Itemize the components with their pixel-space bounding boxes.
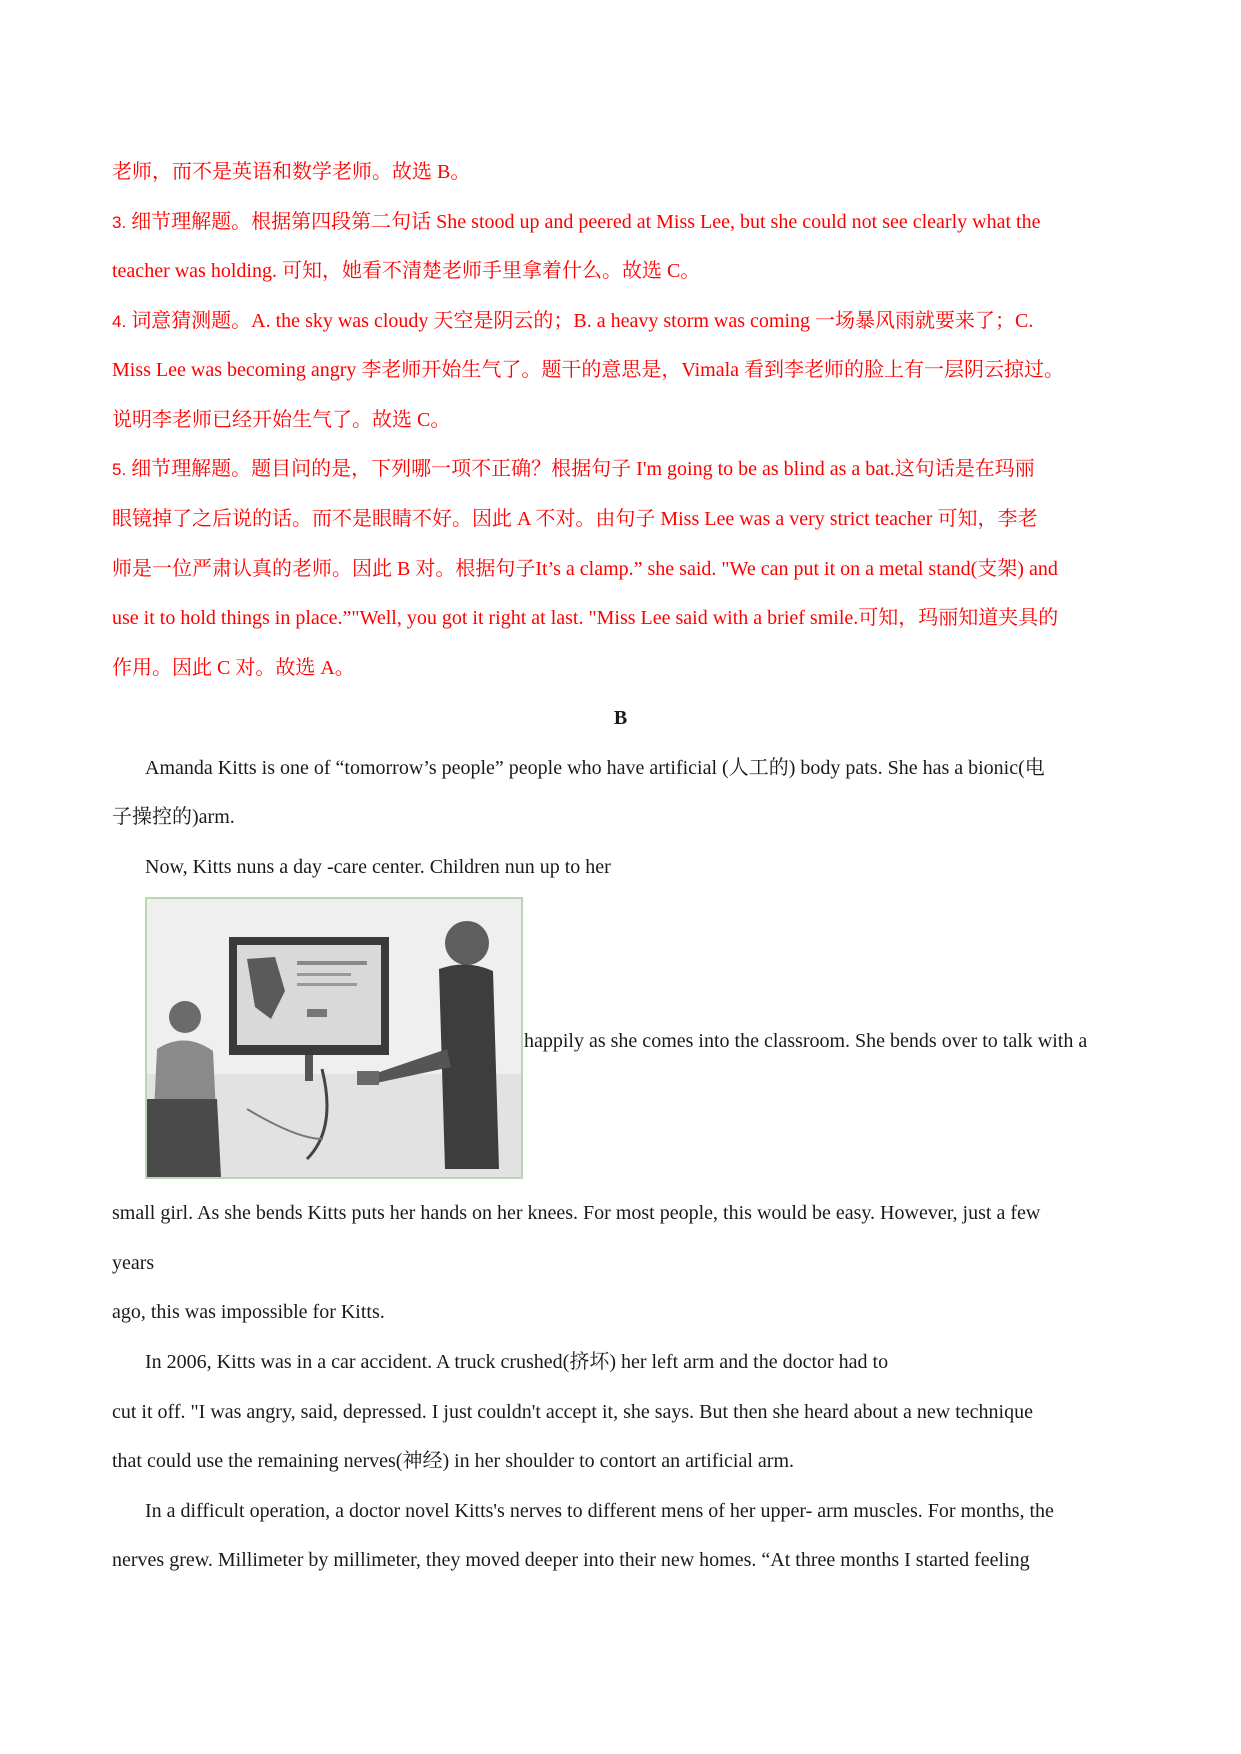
answer-q5-line2: 眼镜掉了之后说的话。而不是眼睛不好。因此 A 不对。由句子 Miss Lee was a very strict teacher 可知，李老 [112,508,1038,530]
answer-q5-line5: 作用。因此 C 对。故选 A。 [112,657,355,679]
answer-q4-number: 4. [112,312,127,331]
classroom-photo-illustration [147,899,521,1177]
classroom-photo [145,897,523,1179]
answer-q4-line1 [112,307,1132,336]
answer-q3-number: 3. [112,213,127,232]
passage-p1-line2: 子操控的)arm. [112,806,235,828]
answer-q3-line1 [112,208,1132,237]
answer-q5-text: 细节理解题。题目问的是，下列哪一项不正确？根据句子 I'm going to be as blind as a bat.这句话是在玛丽 [131,458,1035,480]
answer-q4-text: 词意猜测题。A. the sky was cloudy 天空是阴云的；B. a heavy storm was coming 一场暴风雨就要来了；C. [131,310,1034,332]
passage-p2-line4: ago, this was impossible for Kitts. [112,1301,385,1323]
passage-p2-line1: Now, Kitts nuns a day -care center. Children nun up to her [145,856,611,878]
passage-p2-line3: years [112,1252,155,1274]
answer-q5-line4: use it to hold things in place.”"Well, you got it right at last. "Miss Lee said with a brief smile.可知，玛丽知道夹具的 [112,607,1059,629]
answer-q3-text: 细节理解题。根据第四段第二句话 She stood up and peered at Miss Lee, but she could not see clearly what the [131,211,1041,233]
answer-q3-line2: teacher was holding. 可知，她看不清楚老师手里拿着什么。故选 C。 [112,260,701,282]
answer-q4-line2: Miss Lee was becoming angry 李老师开始生气了。题干的意思是，Vimala 看到李老师的脸上有一层阴云掠过。 [112,359,1065,381]
passage-p3-line2: cut it off. "I was angry, said, depressed. I just couldn't accept it, she says. But then she heard about a new technique [112,1401,1033,1423]
answer-q5-line3: 师是一位严肃认真的老师。因此 B 对。根据句子It’s a clamp.” she said. "We can put it on a metal stand(支架) and [112,558,1058,580]
passage-p4-line2: nerves grew. Millimeter by millimeter, they moved deeper into their new homes. “At three months I started feeling [112,1549,1030,1571]
passage-p2-line2: small girl. As she bends Kitts puts her hands on her knees. For most people, this would be easy. However, just a few [112,1202,1041,1224]
passage-p2-beside-image: happily as she comes into the classroom. She bends over to talk with a [524,1030,1088,1052]
answer-q4-line3: 说明李老师已经开始生气了。故选 C。 [112,409,451,431]
answer-q5-number: 5. [112,460,127,479]
answer-q5-line1 [112,455,1132,484]
answer-q2-tail: 老师，而不是英语和数学老师。故选 B。 [112,161,471,183]
passage-p4-line1: In a difficult operation, a doctor novel Kitts's nerves to different mens of her upper- arm muscles. For months, the [145,1500,1054,1522]
passage-p1-line1: Amanda Kitts is one of “tomorrow’s people” people who have artificial (人工的) body pats. She has a bionic(电 [145,757,1045,779]
passage-heading: B [613,707,628,729]
passage-p3-line3: that could use the remaining nerves(神经) in her shoulder to contort an artificial arm. [112,1450,795,1472]
passage-p3-line1: In 2006, Kitts was in a car accident. A truck crushed(挤坏) her left arm and the doctor had to [145,1351,889,1373]
